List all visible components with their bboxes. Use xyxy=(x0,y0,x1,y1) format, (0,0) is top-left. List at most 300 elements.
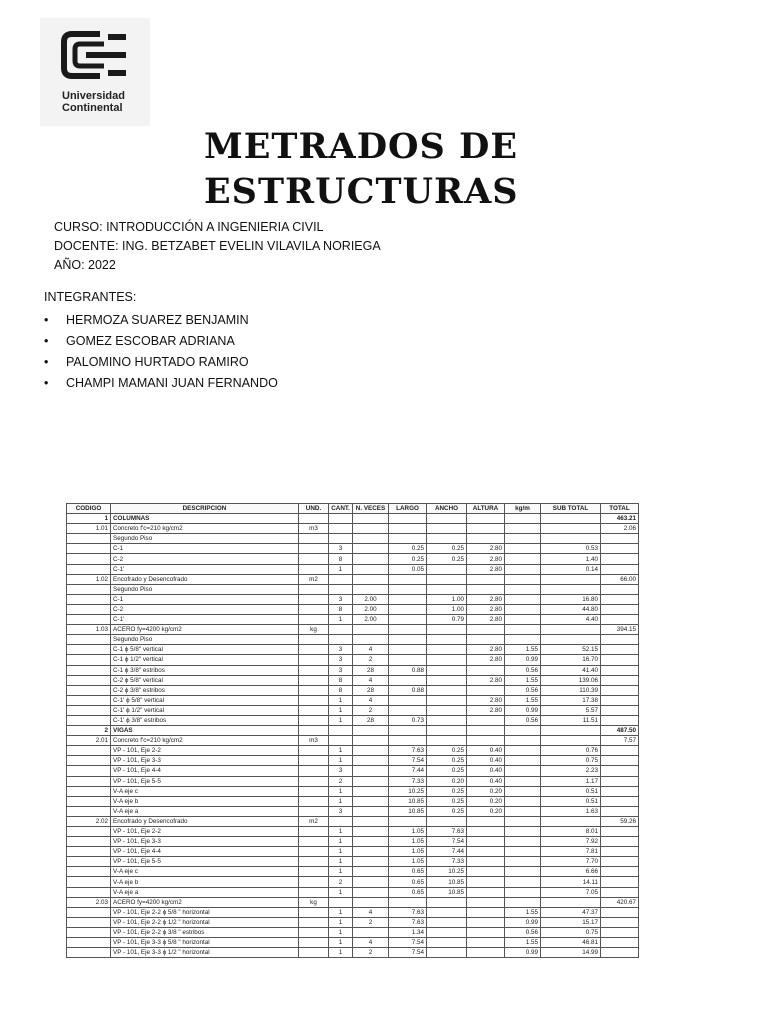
table-row xyxy=(67,877,639,887)
cell-largo xyxy=(389,675,427,685)
cell-largo xyxy=(389,705,427,715)
cell-descripcion: Encofrado y Desencofrado xyxy=(111,574,299,584)
table-row xyxy=(67,544,639,554)
cell-descripcion: C-1 xyxy=(111,594,299,604)
cell-largo xyxy=(389,615,427,625)
cell-ancho: 7.33 xyxy=(427,857,467,867)
cell-n-veces: 4 xyxy=(353,938,389,948)
cell-sub-total: 16.70 xyxy=(541,655,601,665)
cell-total: 2.06 xyxy=(601,524,639,534)
cell-altura xyxy=(467,917,505,927)
cell-sub-total: 0.51 xyxy=(541,796,601,806)
cell-total xyxy=(601,534,639,544)
cell-descripcion: VP - 101, Eje 2-2 xyxy=(111,827,299,837)
cell-codigo xyxy=(67,776,111,786)
cell-ancho: 10.25 xyxy=(427,867,467,877)
cell-n-veces xyxy=(353,584,389,594)
cell-altura xyxy=(467,867,505,877)
cell-sub-total: 16.80 xyxy=(541,594,601,604)
table-row xyxy=(67,695,639,705)
cell-codigo xyxy=(67,847,111,857)
cell-codigo xyxy=(67,786,111,796)
cell-codigo xyxy=(67,887,111,897)
cell-n-veces: 28 xyxy=(353,685,389,695)
cell-descripcion: VP - 101, Eje 2-2 ϕ 3/8 " estribos xyxy=(111,927,299,937)
cell-sub-total: 46.81 xyxy=(541,938,601,948)
cell-total xyxy=(601,877,639,887)
member-item xyxy=(44,352,278,373)
cell-ancho xyxy=(427,736,467,746)
cell-und xyxy=(299,715,329,725)
cell-sub-total: 6.66 xyxy=(541,867,601,877)
cell-codigo: 1.01 xyxy=(67,524,111,534)
bullet-icon: • xyxy=(44,355,49,369)
university-name xyxy=(62,90,125,114)
cell-cant: 2 xyxy=(329,877,353,887)
cell-und: m2 xyxy=(299,574,329,584)
cell-n-veces xyxy=(353,806,389,816)
cell-sub-total xyxy=(541,584,601,594)
cell-sub-total: 1.63 xyxy=(541,806,601,816)
cell-altura xyxy=(467,938,505,948)
cell-altura xyxy=(467,877,505,887)
table-row xyxy=(67,564,639,574)
table-row xyxy=(67,736,639,746)
cell-altura xyxy=(467,625,505,635)
cell-und xyxy=(299,564,329,574)
cell-kg-m: 1.55 xyxy=(505,695,541,705)
cell-ancho xyxy=(427,645,467,655)
cell-descripcion: C-1' ϕ 1/2" vertical xyxy=(111,705,299,715)
cell-cant: 8 xyxy=(329,604,353,614)
cell-largo xyxy=(389,897,427,907)
cell-n-veces xyxy=(353,927,389,937)
cell-sub-total: 15.17 xyxy=(541,917,601,927)
cell-n-veces: 2 xyxy=(353,917,389,927)
cell-cant: 3 xyxy=(329,665,353,675)
table-row xyxy=(67,816,639,826)
cell-codigo xyxy=(67,756,111,766)
cell-total xyxy=(601,564,639,574)
cell-largo: 7.54 xyxy=(389,756,427,766)
cell-sub-total: 0.51 xyxy=(541,786,601,796)
cell-kg-m xyxy=(505,877,541,887)
cell-kg-m xyxy=(505,887,541,897)
cell-cant xyxy=(329,816,353,826)
cell-kg-m: 0.56 xyxy=(505,715,541,725)
cell-n-veces xyxy=(353,887,389,897)
cell-total: 66.00 xyxy=(601,574,639,584)
cell-und: kg xyxy=(299,625,329,635)
cell-descripcion: C-1' xyxy=(111,564,299,574)
cell-cant: 3 xyxy=(329,594,353,604)
cell-cant xyxy=(329,584,353,594)
cell-n-veces xyxy=(353,746,389,756)
cell-ancho: 0.25 xyxy=(427,796,467,806)
table-row xyxy=(67,645,639,655)
cell-sub-total: 0.14 xyxy=(541,564,601,574)
cell-n-veces: 4 xyxy=(353,695,389,705)
cell-descripcion: Concreto f'c=210 kg/cm2 xyxy=(111,736,299,746)
cell-altura xyxy=(467,715,505,725)
cell-und xyxy=(299,877,329,887)
cell-largo xyxy=(389,524,427,534)
cell-n-veces: 2.00 xyxy=(353,604,389,614)
cell-cant: 3 xyxy=(329,806,353,816)
cell-cant xyxy=(329,534,353,544)
document-title xyxy=(204,124,519,214)
cell-kg-m: 0.99 xyxy=(505,655,541,665)
cell-cant: 1 xyxy=(329,615,353,625)
cell-kg-m xyxy=(505,746,541,756)
cell-kg-m xyxy=(505,524,541,534)
cell-total: 59.26 xyxy=(601,816,639,826)
cell-und xyxy=(299,786,329,796)
cell-cant: 8 xyxy=(329,685,353,695)
cell-codigo xyxy=(67,938,111,948)
cell-cant: 1 xyxy=(329,796,353,806)
cell-und xyxy=(299,806,329,816)
cell-total xyxy=(601,594,639,604)
table-row xyxy=(67,927,639,937)
cell-altura: 2.80 xyxy=(467,604,505,614)
cell-und xyxy=(299,938,329,948)
cell-ancho xyxy=(427,927,467,937)
cell-ancho xyxy=(427,948,467,958)
cell-altura xyxy=(467,534,505,544)
cell-altura: 2.80 xyxy=(467,655,505,665)
cell-sub-total: 1.17 xyxy=(541,776,601,786)
cell-ancho: 0.25 xyxy=(427,766,467,776)
header-largo: LARGO xyxy=(389,504,427,514)
cell-altura: 2.80 xyxy=(467,645,505,655)
table-row xyxy=(67,948,639,958)
cell-altura xyxy=(467,837,505,847)
cell-ancho: 10.85 xyxy=(427,887,467,897)
cell-cant: 1 xyxy=(329,564,353,574)
cell-n-veces xyxy=(353,827,389,837)
cell-cant: 1 xyxy=(329,746,353,756)
cell-kg-m xyxy=(505,766,541,776)
cell-descripcion: Segundo Piso xyxy=(111,584,299,594)
cell-codigo xyxy=(67,685,111,695)
cell-codigo xyxy=(67,554,111,564)
cell-cant: 1 xyxy=(329,756,353,766)
cell-n-veces xyxy=(353,736,389,746)
cell-descripcion: VP - 101, Eje 2-2 ϕ 5/8 " horizontal xyxy=(111,907,299,917)
cell-largo: 1.05 xyxy=(389,847,427,857)
members-list xyxy=(44,310,278,394)
table-row xyxy=(67,756,639,766)
cell-descripcion: VP - 101, Eje 2-2 ϕ 1/2 " horizontal xyxy=(111,917,299,927)
cell-n-veces xyxy=(353,786,389,796)
cell-cant: 1 xyxy=(329,705,353,715)
cell-kg-m xyxy=(505,514,541,524)
cell-altura: 0.40 xyxy=(467,756,505,766)
cell-altura xyxy=(467,524,505,534)
cell-cant: 1 xyxy=(329,907,353,917)
cell-cant: 3 xyxy=(329,655,353,665)
cell-total xyxy=(601,776,639,786)
header-total: TOTAL xyxy=(601,504,639,514)
cell-n-veces xyxy=(353,534,389,544)
cell-largo xyxy=(389,736,427,746)
cell-altura: 2.80 xyxy=(467,594,505,604)
cell-n-veces xyxy=(353,897,389,907)
cell-sub-total: 14.11 xyxy=(541,877,601,887)
cell-n-veces xyxy=(353,574,389,584)
cell-largo xyxy=(389,604,427,614)
cell-und xyxy=(299,857,329,867)
cell-kg-m xyxy=(505,736,541,746)
cell-n-veces: 4 xyxy=(353,675,389,685)
cell-total xyxy=(601,806,639,816)
cell-und xyxy=(299,695,329,705)
members-label: INTEGRANTES: xyxy=(44,290,137,304)
cell-und xyxy=(299,514,329,524)
cell-n-veces: 28 xyxy=(353,715,389,725)
cell-codigo xyxy=(67,705,111,715)
cell-und xyxy=(299,584,329,594)
cell-cant: 1 xyxy=(329,695,353,705)
cell-largo xyxy=(389,514,427,524)
cell-descripcion: V-A eje c xyxy=(111,786,299,796)
cell-sub-total: 7.81 xyxy=(541,847,601,857)
cell-ancho: 0.25 xyxy=(427,756,467,766)
table-row xyxy=(67,665,639,675)
cell-ancho xyxy=(427,897,467,907)
header-und: UND. xyxy=(299,504,329,514)
cell-altura: 2.80 xyxy=(467,675,505,685)
cell-n-veces xyxy=(353,796,389,806)
cell-und: m2 xyxy=(299,816,329,826)
cell-kg-m: 0.56 xyxy=(505,927,541,937)
cell-codigo xyxy=(67,665,111,675)
header-altura: ALTURA xyxy=(467,504,505,514)
cell-kg-m xyxy=(505,604,541,614)
cell-largo xyxy=(389,695,427,705)
bullet-icon: • xyxy=(44,334,49,348)
cell-altura xyxy=(467,574,505,584)
university-name-line1: Universidad xyxy=(62,90,125,102)
cell-total: 7.57 xyxy=(601,736,639,746)
table-row xyxy=(67,675,639,685)
cell-sub-total xyxy=(541,635,601,645)
member-item xyxy=(44,331,278,352)
cell-und xyxy=(299,594,329,604)
cell-altura: 2.80 xyxy=(467,705,505,715)
cell-codigo xyxy=(67,877,111,887)
cell-codigo xyxy=(67,766,111,776)
title-line2: ESTRUCTURAS xyxy=(204,171,519,212)
table-row xyxy=(67,867,639,877)
cell-sub-total: 0.75 xyxy=(541,927,601,937)
cell-n-veces: 4 xyxy=(353,645,389,655)
cell-kg-m xyxy=(505,625,541,635)
cell-descripcion: C-2 xyxy=(111,554,299,564)
cell-sub-total xyxy=(541,534,601,544)
cell-altura: 0.40 xyxy=(467,746,505,756)
cell-total xyxy=(601,544,639,554)
cell-largo xyxy=(389,655,427,665)
member-item xyxy=(44,310,278,331)
cell-und xyxy=(299,534,329,544)
cell-und xyxy=(299,837,329,847)
cell-total xyxy=(601,584,639,594)
cell-codigo xyxy=(67,837,111,847)
cell-n-veces xyxy=(353,625,389,635)
table-row xyxy=(67,534,639,544)
cell-cant: 3 xyxy=(329,544,353,554)
cell-descripcion: VP - 101, Eje 5-5 xyxy=(111,776,299,786)
cell-total xyxy=(601,756,639,766)
cell-descripcion: C-1' xyxy=(111,615,299,625)
cell-kg-m xyxy=(505,635,541,645)
cell-altura xyxy=(467,685,505,695)
cell-largo: 10.85 xyxy=(389,796,427,806)
cell-n-veces: 2.00 xyxy=(353,615,389,625)
table-row xyxy=(67,837,639,847)
member-name: HERMOZA SUAREZ BENJAMIN xyxy=(66,313,249,327)
cell-kg-m xyxy=(505,594,541,604)
cell-sub-total: 1.40 xyxy=(541,554,601,564)
cell-cant: 1 xyxy=(329,847,353,857)
cell-largo: 7.54 xyxy=(389,938,427,948)
table-row xyxy=(67,635,639,645)
cell-total: 463.21 xyxy=(601,514,639,524)
table-row xyxy=(67,776,639,786)
cell-kg-m: 0.99 xyxy=(505,705,541,715)
table-row xyxy=(67,705,639,715)
cell-largo: 7.44 xyxy=(389,766,427,776)
cell-kg-m: 1.55 xyxy=(505,675,541,685)
cell-und xyxy=(299,746,329,756)
cell-descripcion: C-2 ϕ 5/8" vertical xyxy=(111,675,299,685)
cell-kg-m: 0.56 xyxy=(505,685,541,695)
cell-total xyxy=(601,655,639,665)
cell-kg-m: 0.56 xyxy=(505,665,541,675)
cell-cant xyxy=(329,625,353,635)
cell-ancho xyxy=(427,655,467,665)
cell-ancho: 0.79 xyxy=(427,615,467,625)
cell-kg-m: 1.55 xyxy=(505,907,541,917)
cell-descripcion: V-A eje b xyxy=(111,796,299,806)
cell-und xyxy=(299,917,329,927)
cell-und xyxy=(299,726,329,736)
cell-cant xyxy=(329,574,353,584)
cell-altura xyxy=(467,635,505,645)
cell-altura xyxy=(467,665,505,675)
cell-kg-m xyxy=(505,897,541,907)
header-codigo: CODIGO xyxy=(67,504,111,514)
table-row xyxy=(67,887,639,897)
cell-descripcion: C-1 ϕ 3/8" estribos xyxy=(111,665,299,675)
cell-kg-m: 1.55 xyxy=(505,645,541,655)
cell-ancho: 0.25 xyxy=(427,786,467,796)
cell-altura xyxy=(467,816,505,826)
cell-und xyxy=(299,685,329,695)
cell-und xyxy=(299,847,329,857)
cell-n-veces xyxy=(353,554,389,564)
cell-total xyxy=(601,635,639,645)
cell-kg-m xyxy=(505,786,541,796)
cell-largo: 0.65 xyxy=(389,877,427,887)
cell-und xyxy=(299,766,329,776)
cell-ancho xyxy=(427,938,467,948)
cell-sub-total xyxy=(541,726,601,736)
cell-total xyxy=(601,645,639,655)
cell-descripcion: Segundo Piso xyxy=(111,635,299,645)
cell-n-veces xyxy=(353,564,389,574)
cell-ancho xyxy=(427,695,467,705)
cell-total xyxy=(601,746,639,756)
cell-descripcion: VP - 101, Eje 3-3 xyxy=(111,837,299,847)
cell-codigo xyxy=(67,635,111,645)
cell-descripcion: ACERO fy=4200 kg/cm2 xyxy=(111,625,299,635)
cell-kg-m xyxy=(505,847,541,857)
metrados-table xyxy=(66,503,639,958)
cell-codigo xyxy=(67,655,111,665)
cell-und xyxy=(299,887,329,897)
table-row xyxy=(67,554,639,564)
cell-ancho xyxy=(427,675,467,685)
table-row xyxy=(67,847,639,857)
table-row xyxy=(67,726,639,736)
cell-largo: 7.63 xyxy=(389,907,427,917)
cell-kg-m xyxy=(505,615,541,625)
cell-sub-total xyxy=(541,574,601,584)
cell-sub-total: 41.40 xyxy=(541,665,601,675)
cell-descripcion: VP - 101, Eje 5-5 xyxy=(111,857,299,867)
cell-total xyxy=(601,857,639,867)
cell-total xyxy=(601,796,639,806)
cell-sub-total: 7.05 xyxy=(541,887,601,897)
cell-sub-total: 47.37 xyxy=(541,907,601,917)
cell-codigo xyxy=(67,604,111,614)
cell-sub-total: 0.76 xyxy=(541,746,601,756)
cell-ancho xyxy=(427,625,467,635)
cell-largo xyxy=(389,625,427,635)
cell-descripcion: VP - 101, Eje 3-3 xyxy=(111,756,299,766)
cell-ancho: 0.20 xyxy=(427,776,467,786)
cell-und xyxy=(299,776,329,786)
cell-descripcion: Encofrado y Desencofrado xyxy=(111,816,299,826)
cell-altura xyxy=(467,847,505,857)
cell-codigo: 2.01 xyxy=(67,736,111,746)
cell-sub-total: 0.75 xyxy=(541,756,601,766)
cell-und xyxy=(299,927,329,937)
cell-kg-m xyxy=(505,584,541,594)
table-row xyxy=(67,796,639,806)
table-row xyxy=(67,917,639,927)
cell-codigo xyxy=(67,796,111,806)
cell-largo: 0.73 xyxy=(389,715,427,725)
cell-codigo xyxy=(67,675,111,685)
cell-largo xyxy=(389,645,427,655)
header-ancho: ANCHO xyxy=(427,504,467,514)
cell-descripcion: C-2 ϕ 3/8" estribos xyxy=(111,685,299,695)
cell-descripcion: VP - 101, Eje 4-4 xyxy=(111,847,299,857)
cell-cant xyxy=(329,897,353,907)
cell-altura: 2.80 xyxy=(467,564,505,574)
cell-und xyxy=(299,796,329,806)
cell-total xyxy=(601,675,639,685)
cell-und xyxy=(299,907,329,917)
table-row xyxy=(67,715,639,725)
cell-total: 487.50 xyxy=(601,726,639,736)
cell-n-veces xyxy=(353,857,389,867)
table-row xyxy=(67,615,639,625)
